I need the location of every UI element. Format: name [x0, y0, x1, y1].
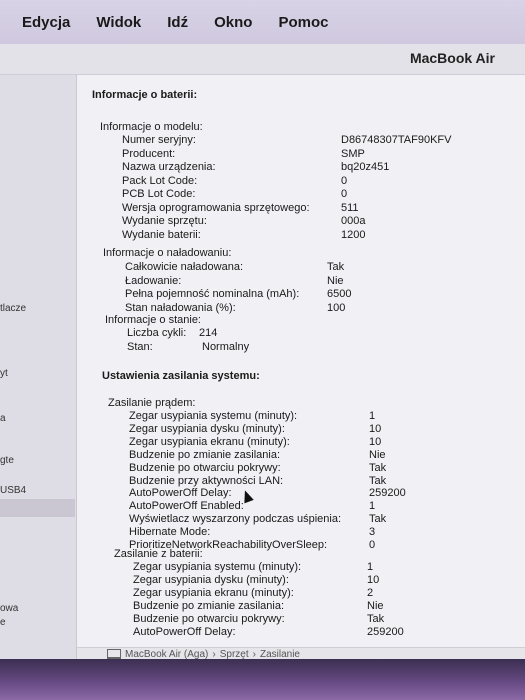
- row-label: AutoPowerOff Delay:: [129, 487, 232, 500]
- row-value: bq20z451: [341, 161, 390, 173]
- row-value: SMP: [341, 147, 365, 160]
- row-value: 0: [341, 188, 348, 200]
- row-label: Ładowanie:: [125, 274, 182, 287]
- row-value: 10: [367, 573, 380, 586]
- desktop-background: [0, 659, 525, 700]
- path-separator: ›: [212, 648, 216, 659]
- battery-section-title: Informacje o baterii:: [92, 89, 198, 101]
- row-label: Stan:: [127, 341, 153, 353]
- sidebar-item[interactable]: yt: [0, 368, 8, 379]
- row-value: Tak: [367, 612, 385, 625]
- row-value: 000a: [341, 215, 366, 227]
- row-label: Wersja oprogramowania sprzętowego:: [122, 201, 310, 214]
- row-label: Budzenie po zmianie zasilania:: [129, 448, 281, 461]
- row-value: 0: [341, 174, 348, 187]
- row-label: Zegar usypiania dysku (minuty):: [133, 573, 289, 586]
- row-value: 2: [367, 586, 374, 599]
- row-value: Tak: [369, 461, 387, 474]
- row-label: Budzenie przy aktywności LAN:: [129, 474, 284, 487]
- sidebar-item[interactable]: a: [0, 413, 6, 424]
- row-label: Budzenie po otwarciu pokrywy:: [129, 461, 281, 474]
- row-label: Hibernate Mode:: [129, 526, 211, 539]
- sidebar: [0, 75, 77, 659]
- row-label: Budzenie po zmianie zasilania:: [133, 599, 285, 612]
- row-label: Zegar usypiania ekranu (minuty):: [133, 586, 294, 599]
- row-value: 1: [369, 500, 376, 513]
- menu-widok[interactable]: Widok: [96, 13, 142, 31]
- row-label: Producent:: [122, 147, 176, 160]
- row-label: Całkowicie naładowana:: [125, 261, 244, 273]
- row-label: AutoPowerOff Delay:: [133, 625, 236, 638]
- row-label: Liczba cykli:: [127, 327, 187, 339]
- path-bar: [77, 647, 525, 659]
- row-value: Nie: [367, 599, 384, 612]
- row-value: 1: [369, 410, 376, 422]
- row-value: 0: [369, 539, 376, 551]
- row-label: PrioritizeNetworkReachabilityOverSleep:: [129, 539, 328, 551]
- row-value: 511: [341, 201, 359, 214]
- window-title: MacBook Air: [409, 50, 495, 66]
- path-item-power[interactable]: Zasilanie: [259, 648, 300, 659]
- row-label: Zegar usypiania ekranu (minuty):: [129, 435, 290, 448]
- health-info-title: Informacje o stanie:: [105, 314, 201, 326]
- sidebar-item[interactable]: gte: [0, 455, 14, 466]
- row-value: 1: [367, 561, 374, 573]
- row-value: Tak: [369, 474, 387, 487]
- menu-pomoc[interactable]: Pomoc: [278, 13, 329, 31]
- row-label: Nazwa urządzenia:: [122, 161, 216, 173]
- row-label: Budzenie po otwarciu pokrywy:: [133, 612, 285, 625]
- row-value: 100: [327, 301, 346, 314]
- row-label: Wydanie sprzętu:: [122, 215, 207, 227]
- row-value: 6500: [327, 288, 352, 300]
- laptop-icon: [107, 649, 121, 659]
- battery-power-title: Zasilanie z baterii:: [114, 548, 203, 560]
- row-label: Pełna pojemność nominalna (mAh):: [125, 288, 300, 300]
- sidebar-item[interactable]: tlacze: [0, 303, 27, 314]
- menu-okno[interactable]: Okno: [214, 13, 253, 31]
- row-value: 1200: [341, 228, 366, 241]
- model-info-title: Informacje o modelu:: [100, 121, 203, 133]
- row-label: Zegar usypiania systemu (minuty):: [129, 410, 298, 422]
- sidebar-selection-highlight: [0, 499, 75, 517]
- path-item-computer[interactable]: MacBook Air (Aga): [125, 648, 209, 659]
- row-value: Tak: [327, 261, 345, 273]
- detail-pane: [77, 75, 525, 647]
- path-item-hardware[interactable]: Sprzęt: [219, 648, 249, 659]
- row-value: Nie: [327, 274, 344, 287]
- menu-bar: [0, 0, 525, 44]
- row-value: 3: [369, 526, 376, 539]
- charge-info-title: Informacje o naładowaniu:: [103, 247, 232, 259]
- sidebar-item[interactable]: e: [0, 617, 6, 628]
- window-titlebar: [0, 44, 525, 75]
- row-value: 214: [199, 327, 218, 339]
- ac-power-title: Zasilanie prądem:: [108, 397, 196, 409]
- row-label: AutoPowerOff Enabled:: [129, 500, 244, 513]
- system-information-window: [0, 44, 525, 659]
- row-label: Zegar usypiania dysku (minuty):: [129, 422, 285, 435]
- row-label: Wyświetlacz wyszarzony podczas uśpienia:: [129, 513, 342, 526]
- power-section-title: Ustawienia zasilania systemu:: [102, 370, 260, 382]
- row-label: Numer seryjny:: [122, 134, 196, 146]
- row-value: 259200: [367, 625, 404, 638]
- menu-idz[interactable]: Idź: [167, 13, 189, 31]
- row-label: Stan naładowania (%):: [125, 301, 236, 314]
- row-label: Zegar usypiania systemu (minuty):: [133, 561, 302, 573]
- sidebar-item[interactable]: owa: [0, 603, 19, 614]
- row-value: Nie: [369, 448, 386, 461]
- row-value: 10: [369, 435, 382, 448]
- row-value: D86748307TAF90KFV: [341, 134, 452, 146]
- row-label: Pack Lot Code:: [122, 174, 198, 187]
- row-value: Tak: [369, 513, 387, 526]
- row-value: 10: [369, 422, 382, 435]
- row-value: 259200: [369, 487, 406, 500]
- row-label: Wydanie baterii:: [122, 228, 201, 241]
- row-label: PCB Lot Code:: [122, 188, 196, 200]
- sidebar-item[interactable]: USB4: [0, 485, 27, 496]
- menu-edycja[interactable]: Edycja: [22, 13, 71, 31]
- row-value: Normalny: [202, 341, 250, 353]
- path-separator: ›: [252, 648, 256, 659]
